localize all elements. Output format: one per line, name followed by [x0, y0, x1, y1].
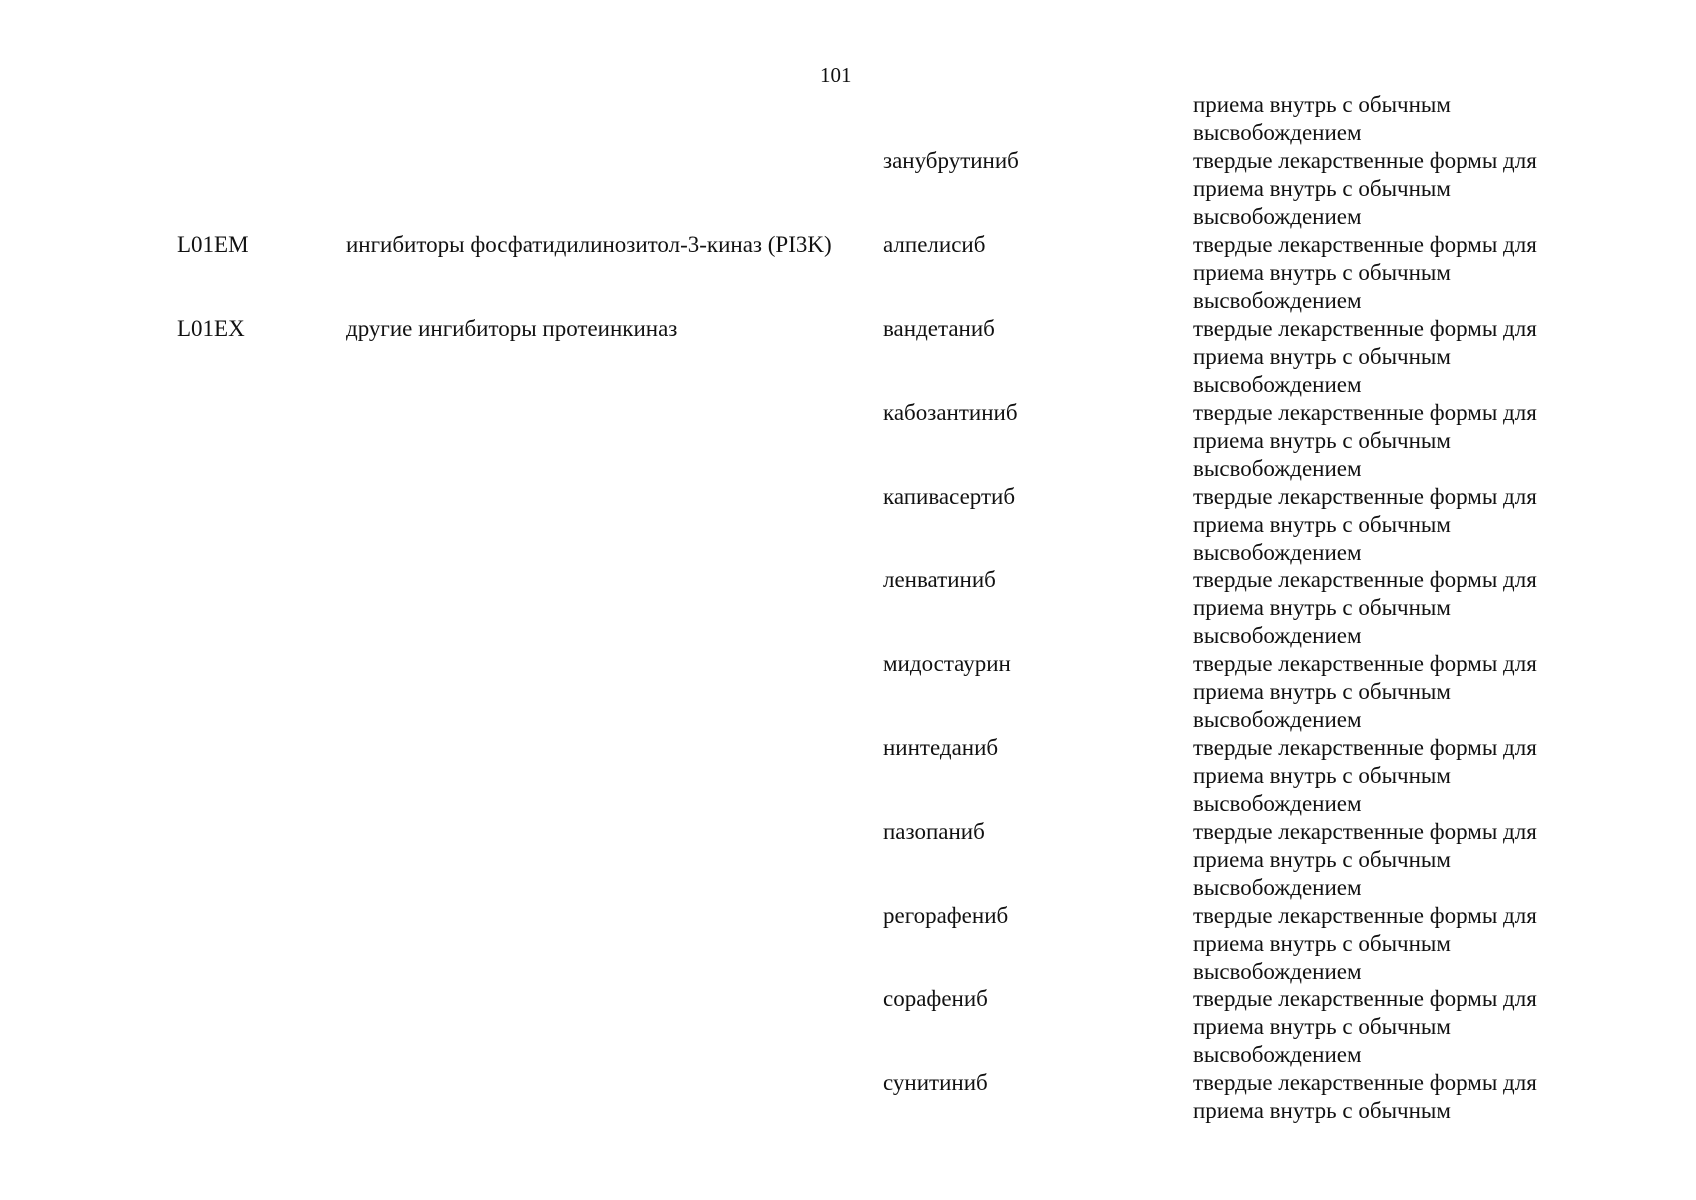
- atc-group-name: ингибиторы фосфатидилинозитол-3-киназ (PI3K): [346, 232, 832, 257]
- dosage-form-line: приема внутрь с обычным: [1193, 344, 1451, 369]
- dosage-form-line: твердые лекарственные формы для: [1193, 232, 1537, 257]
- dosage-form-line: приема внутрь с обычным: [1193, 176, 1451, 201]
- dosage-form-line: твердые лекарственные формы для: [1193, 1070, 1537, 1095]
- dosage-form-line: твердые лекарственные формы для: [1193, 903, 1537, 928]
- dosage-form: [1193, 399, 1537, 483]
- dosage-form: [1193, 147, 1537, 231]
- dosage-form: [1193, 483, 1537, 567]
- drug-name: кабозантиниб: [883, 400, 1018, 425]
- dosage-form: [1193, 902, 1537, 986]
- drug-name: ленватиниб: [883, 567, 996, 592]
- dosage-form-line: приема внутрь с обычным: [1193, 92, 1451, 117]
- dosage-form-line: высвобождением: [1193, 707, 1362, 732]
- dosage-form-line: твердые лекарственные формы для: [1193, 316, 1537, 341]
- atc-code: L01EM: [177, 232, 249, 257]
- dosage-form-line: высвобождением: [1193, 456, 1362, 481]
- dosage-form-line: твердые лекарственные формы для: [1193, 148, 1537, 173]
- dosage-form-line: твердые лекарственные формы для: [1193, 484, 1537, 509]
- dosage-form-line: высвобождением: [1193, 204, 1362, 229]
- dosage-form-line: высвобождением: [1193, 623, 1362, 648]
- dosage-form-line: высвобождением: [1193, 288, 1362, 313]
- dosage-form-line: высвобождением: [1193, 875, 1362, 900]
- dosage-form-line: высвобождением: [1193, 540, 1362, 565]
- dosage-form-line: приема внутрь с обычным: [1193, 679, 1451, 704]
- dosage-form-line: приема внутрь с обычным: [1193, 595, 1451, 620]
- dosage-form: [1193, 91, 1451, 147]
- drug-name: занубрутиниб: [883, 148, 1019, 173]
- drug-name: капивасертиб: [883, 484, 1016, 509]
- drug-name: алпелисиб: [883, 232, 986, 257]
- drug-name: регорафениб: [883, 903, 1009, 928]
- dosage-form-line: приема внутрь с обычным: [1193, 428, 1451, 453]
- dosage-form-line: высвобождением: [1193, 120, 1362, 145]
- dosage-form: [1193, 1069, 1537, 1125]
- drug-name: вандетаниб: [883, 316, 995, 341]
- dosage-form-line: твердые лекарственные формы для: [1193, 986, 1537, 1011]
- dosage-form: [1193, 566, 1537, 650]
- drug-name: нинтеданиб: [883, 735, 999, 760]
- dosage-form-line: твердые лекарственные формы для: [1193, 567, 1537, 592]
- dosage-form-line: твердые лекарственные формы для: [1193, 651, 1537, 676]
- dosage-form-line: высвобождением: [1193, 959, 1362, 984]
- dosage-form-line: приема внутрь с обычным: [1193, 1014, 1451, 1039]
- dosage-form-line: приема внутрь с обычным: [1193, 512, 1451, 537]
- dosage-form-line: твердые лекарственные формы для: [1193, 735, 1537, 760]
- dosage-form-line: приема внутрь с обычным: [1193, 847, 1451, 872]
- dosage-form-line: высвобождением: [1193, 791, 1362, 816]
- dosage-form-line: твердые лекарственные формы для: [1193, 400, 1537, 425]
- drug-name: мидостаурин: [883, 651, 1011, 676]
- page-number: 101: [820, 63, 852, 87]
- dosage-form: [1193, 985, 1537, 1069]
- drug-name: сорафениб: [883, 986, 988, 1011]
- dosage-form-line: приема внутрь с обычным: [1193, 931, 1451, 956]
- dosage-form: [1193, 315, 1537, 399]
- dosage-form-line: твердые лекарственные формы для: [1193, 819, 1537, 844]
- atc-group-name: другие ингибиторы протеинкиназ: [346, 316, 678, 341]
- dosage-form: [1193, 650, 1537, 734]
- dosage-form-line: высвобождением: [1193, 372, 1362, 397]
- drug-name: сунитиниб: [883, 1070, 988, 1095]
- dosage-form-line: приема внутрь с обычным: [1193, 763, 1451, 788]
- drug-name: пазопаниб: [883, 819, 985, 844]
- dosage-form: [1193, 818, 1537, 902]
- dosage-form: [1193, 734, 1537, 818]
- dosage-form-line: высвобождением: [1193, 1042, 1362, 1067]
- atc-code: L01EX: [177, 316, 245, 341]
- dosage-form-line: приема внутрь с обычным: [1193, 1098, 1451, 1123]
- dosage-form-line: приема внутрь с обычным: [1193, 260, 1451, 285]
- dosage-form: [1193, 231, 1537, 315]
